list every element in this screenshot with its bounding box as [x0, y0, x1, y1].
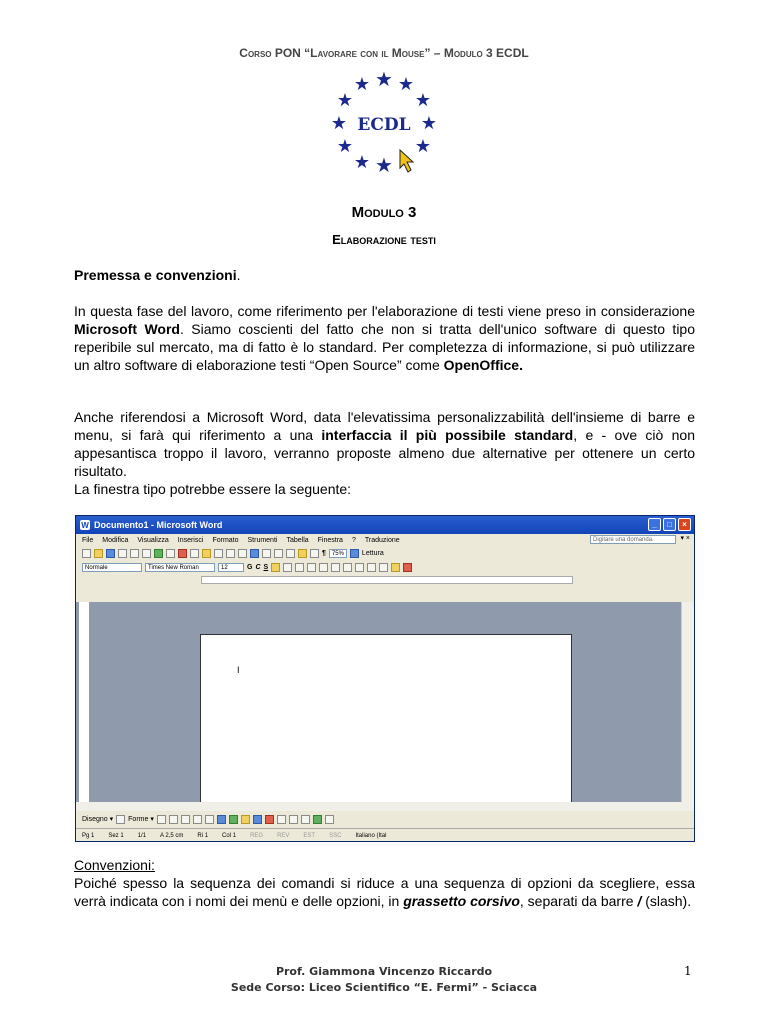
underline-icon: S [263, 563, 269, 571]
spelling-icon [154, 549, 163, 558]
status-pages: 1/1 [137, 832, 147, 839]
page-number: 1 [684, 964, 692, 978]
menu-traduzione: Traduzione [364, 536, 400, 544]
menu-close-icon: ▾ × [680, 535, 690, 542]
status-reg: REG [250, 832, 264, 839]
menu-tabella: Tabella [286, 536, 309, 544]
footer-location: Sede Corso: Liceo Scientifico “E. Fermi” - Sciacca [230, 981, 538, 994]
clipart-icon [229, 815, 238, 824]
hyperlink-icon [250, 549, 259, 558]
logo-star-icon: ★ [397, 74, 415, 95]
align-left-icon [271, 563, 280, 572]
menu-strumenti: Strumenti [247, 536, 278, 544]
print-icon [130, 549, 139, 558]
ecdl-logo [328, 70, 440, 178]
word-titlebar [76, 516, 694, 534]
logo-star-icon: ★ [420, 113, 438, 134]
excel-icon [274, 549, 283, 558]
logo-star-icon: ★ [414, 90, 432, 111]
font-select: Times New Roman [145, 563, 215, 572]
logo-star-icon: ★ [336, 136, 354, 157]
logo-star-icon: ★ [414, 136, 432, 157]
drawing-icon [298, 549, 307, 558]
vertical-scrollbar [681, 602, 694, 802]
style-select: Normale [82, 563, 142, 572]
formatting-toolbar [76, 560, 694, 574]
draw-menu: Disegno ▾ [82, 816, 114, 823]
align-right-icon [295, 563, 304, 572]
status-rev: REV [277, 832, 290, 839]
bold-icon: G [247, 563, 253, 571]
standard-toolbar [76, 546, 694, 560]
arrow-icon [169, 815, 178, 824]
page-header: Corso PON “Lavorare con il Mouse” – Modulo 3 ECDL [239, 46, 529, 60]
footer-author: Prof. Giammona Vincenzo Riccardo [275, 965, 493, 978]
shapes-menu: Forme ▾ [128, 816, 154, 823]
menu-modifica: Modifica [102, 536, 129, 544]
align-center-icon [283, 563, 292, 572]
logo-star-icon: ★ [375, 70, 393, 91]
new-doc-icon [82, 549, 91, 558]
columns-icon [286, 549, 295, 558]
zoom-select: 75% [329, 549, 347, 558]
rectangle-icon [181, 815, 190, 824]
document-page [200, 634, 572, 804]
3d-icon [325, 815, 334, 824]
status-ssc: SSC [329, 832, 342, 839]
table-icon [262, 549, 271, 558]
help-icon [350, 549, 359, 558]
permission-icon [118, 549, 127, 558]
increase-indent-icon [367, 563, 376, 572]
format-painter-icon [214, 549, 223, 558]
menu-help: ? [351, 536, 356, 544]
status-bar [76, 828, 695, 842]
status-language: Italiano (Ital [355, 832, 387, 839]
logo-text: ECDL [357, 115, 411, 135]
draw-font-color-icon [265, 815, 274, 824]
save-icon [106, 549, 115, 558]
logo-star-icon: ★ [330, 113, 348, 134]
word-window-screenshot [75, 515, 695, 842]
word-menubar [76, 534, 694, 546]
numbering-icon [331, 563, 340, 572]
show-hide-icon: ¶ [322, 549, 326, 557]
ruler-scale [201, 576, 573, 584]
line-icon [157, 815, 166, 824]
status-row: Ri 1 [197, 832, 209, 839]
page-footer [0, 964, 768, 996]
line-style-icon [277, 815, 286, 824]
fill-color-icon [241, 815, 250, 824]
menu-visualizza: Visualizza [137, 536, 169, 544]
oval-icon [193, 815, 202, 824]
line-spacing-icon [319, 563, 328, 572]
dash-style-icon [289, 815, 298, 824]
paragraph-interface: Anche riferendosi a Microsoft Word, data l'elevatissima personalizzabilità dell'insieme di barre e menu, si farà qui riferimento a una interfaccia il più possibile standard, e - ove ciò non appesantisca troppo il lavoro, verranno proposte almeno due alternative per ottenere un certo risultato. [74, 409, 695, 479]
open-icon [94, 549, 103, 558]
logo-star-icon: ★ [336, 90, 354, 111]
word-window-title: Documento1 - Microsoft Word [94, 520, 223, 530]
vertical-ruler [79, 602, 90, 802]
line-color-icon [253, 815, 262, 824]
status-at: A 2,5 cm [160, 832, 184, 839]
paste-icon [202, 549, 211, 558]
cut-icon [178, 549, 187, 558]
conventions-section [74, 856, 695, 910]
doc-map-icon [310, 549, 319, 558]
highlight-icon [391, 563, 400, 572]
italic-icon: C [255, 563, 261, 571]
horizontal-scrollbar [76, 802, 695, 811]
paragraph-intro: In questa fase del lavoro, come riferimento per l'elaborazione di testi viene preso in considerazione Microsoft Word. Siamo coscienti del fatto che non si tratta dell'unico software di questo tipo reperibile sul mercato, ma di fatto è lo standard. Per completezza di informazione, si può utilizzare un altro software di elaborazione testi “Open Source” come OpenOffice. [74, 303, 696, 373]
decrease-indent-icon [355, 563, 364, 572]
module-title: Modulo 3 [351, 204, 417, 221]
conventions-text: Poiché spesso la sequenza dei comandi si riduce a una sequenza di opzioni da scegliere, essa verrà indicata con i nomi dei menù e delle opzioni, in grassetto corsivo, separati da barre / (slash). [74, 875, 695, 909]
justify-icon [307, 563, 316, 572]
drawing-toolbar [76, 812, 695, 826]
font-color-icon [403, 563, 412, 572]
wordart-icon [217, 815, 226, 824]
logo-star-icon: ★ [375, 153, 393, 177]
textbox-icon [205, 815, 214, 824]
premessa-heading: Premessa e convenzioni. [74, 267, 241, 283]
menu-inserisci: Inserisci [177, 536, 204, 544]
select-objects-icon [116, 815, 125, 824]
minimize-icon: _ [648, 518, 661, 531]
preview-icon [142, 549, 151, 558]
research-icon [166, 549, 175, 558]
horizontal-ruler [76, 574, 694, 586]
shadow-icon [313, 815, 322, 824]
document-workarea [76, 602, 695, 802]
arrow-style-icon [301, 815, 310, 824]
status-section: Sez 1 [108, 832, 124, 839]
text-cursor-icon: I [237, 665, 240, 675]
word-app-icon: W [81, 520, 89, 530]
font-size-select: 12 [218, 563, 244, 572]
menu-finestra: Finestra [317, 536, 343, 544]
help-question-box: Digitare una domanda. [590, 535, 676, 544]
redo-icon [238, 549, 247, 558]
close-icon: × [678, 518, 691, 531]
status-est: EST [303, 832, 316, 839]
maximize-icon: □ [663, 518, 676, 531]
status-page: Pg 1 [82, 832, 95, 839]
logo-star-icon: ★ [353, 152, 371, 173]
module-subtitle: Elaborazione testi [332, 232, 436, 247]
status-col: Col 1 [222, 832, 237, 839]
border-icon [379, 563, 388, 572]
menu-formato: Formato [212, 536, 239, 544]
undo-icon [226, 549, 235, 558]
conventions-title: Convenzioni: [74, 857, 155, 873]
paragraph-window-intro: La finestra tipo potrebbe essere la seguente: [74, 481, 352, 497]
menu-file: File [82, 536, 94, 544]
mouse-cursor-icon [400, 150, 413, 172]
logo-star-icon: ★ [353, 74, 371, 95]
reading-mode-label: Lettura [361, 549, 384, 557]
copy-icon [190, 549, 199, 558]
bullets-icon [343, 563, 352, 572]
